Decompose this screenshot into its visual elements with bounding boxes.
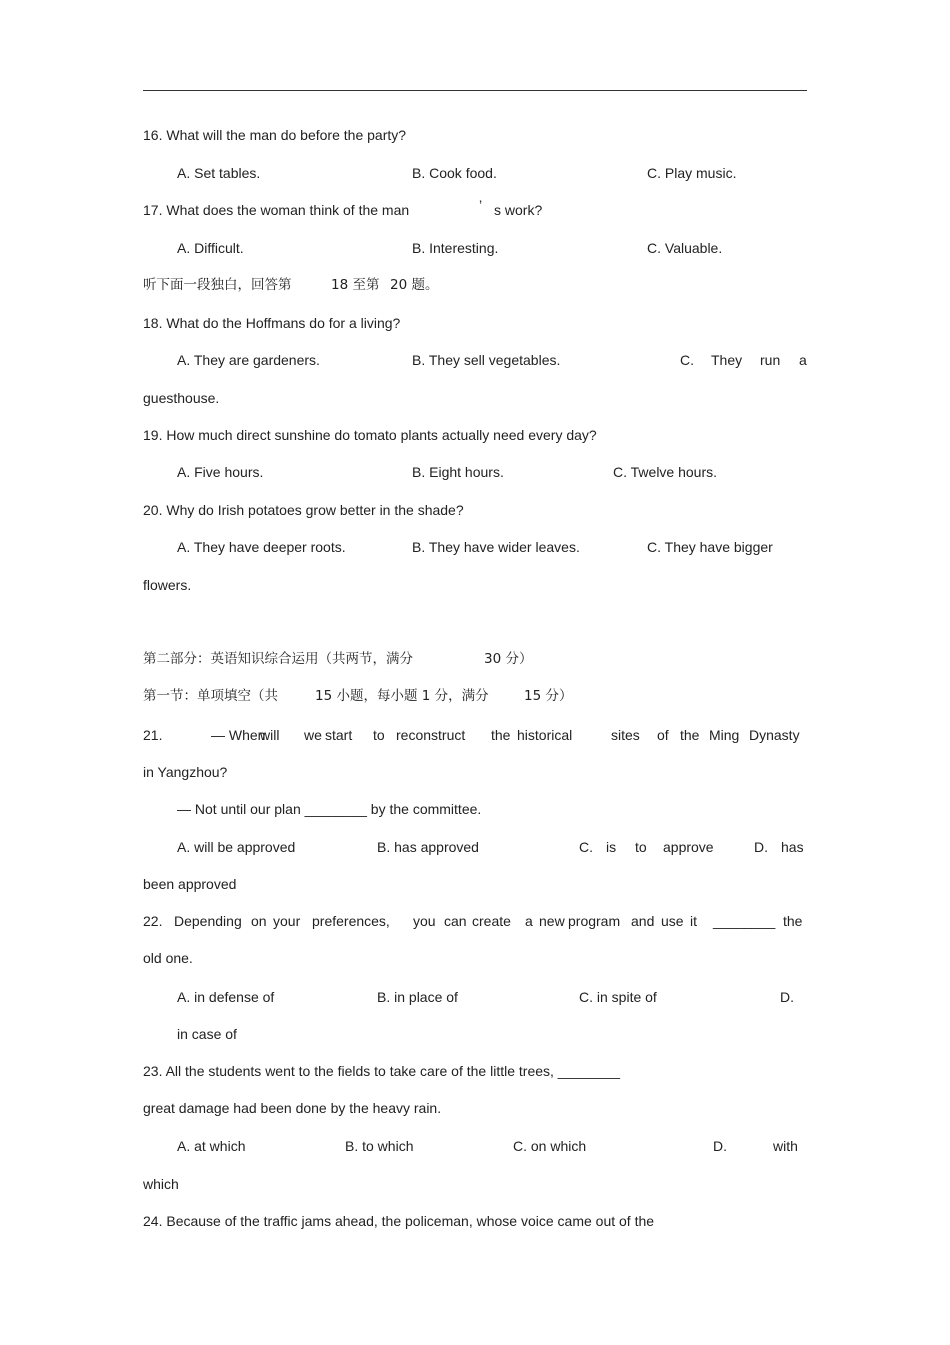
question-20-option-c: C. They have bigger: [647, 539, 773, 555]
question-23-option-d-label: D.: [713, 1138, 727, 1154]
question-21-option-c-word: approve: [663, 839, 714, 855]
question-22-blank: ________: [713, 913, 776, 929]
question-21-option-b: B. has approved: [377, 839, 479, 855]
question-22-word: the: [783, 913, 803, 929]
question-21-option-c-word: to: [635, 839, 647, 855]
question-21-word: reconstruct: [396, 727, 466, 743]
question-22-option-d: D.: [780, 989, 794, 1005]
question-16-option-b: B. Cook food.: [412, 165, 497, 181]
question-21-reply: — Not until our plan ________ by the committee.: [177, 801, 482, 817]
question-23-option-b: B. to which: [345, 1138, 414, 1154]
question-23-stem-continued: great damage had been done by the heavy rain.: [143, 1100, 442, 1116]
question-21-word: Dynasty: [749, 727, 800, 743]
question-21-option-c-word: is: [606, 839, 617, 855]
question-23-option-a: A. at which: [177, 1138, 246, 1154]
question-21-word: start: [325, 727, 353, 743]
question-17-stem-part1: 17. What does the woman think of the man: [143, 202, 410, 218]
question-22-option-b: B. in place of: [377, 989, 458, 1005]
question-21-word: will: [260, 727, 280, 743]
question-21-word: to: [373, 727, 385, 743]
question-22-word: preferences,: [312, 913, 390, 929]
question-19-option-b: B. Eight hours.: [412, 464, 504, 480]
question-22-word: use: [661, 913, 684, 929]
question-22-word: create: [472, 913, 511, 929]
question-22-word: and: [631, 913, 655, 929]
question-18-option-c-word: a: [799, 352, 807, 368]
question-20-option-c-continued: flowers.: [143, 577, 192, 593]
question-21-option-d-word: has: [781, 839, 804, 855]
question-17-stem-part2: s work?: [494, 202, 543, 218]
question-20-option-b: B. They have wider leaves.: [412, 539, 580, 555]
question-22-word: program: [568, 913, 621, 929]
part2-score: 30 分）: [484, 651, 533, 667]
question-21-word: sites: [611, 727, 640, 743]
question-22-word: you: [413, 913, 436, 929]
question-20-option-a: A. They have deeper roots.: [177, 539, 346, 555]
question-22-word: a: [525, 913, 533, 929]
question-18-option-c-continued: guesthouse.: [143, 390, 220, 406]
question-23-stem: 23. All the students went to the fields to take care of the little trees, ________: [143, 1063, 621, 1079]
question-17-option-a: A. Difficult.: [177, 240, 244, 256]
question-21-option-a: A. will be approved: [177, 839, 296, 855]
question-18-option-c-word: They: [711, 352, 743, 368]
section1-heading-part3: 15 分）: [524, 688, 573, 704]
question-21-word: 21.: [143, 727, 163, 743]
question-24-stem: 24. Because of the traffic jams ahead, the policeman, whose voice came out of the: [143, 1213, 655, 1229]
question-21-word: historical: [517, 727, 573, 743]
question-18-option-b: B. They sell vegetables.: [412, 352, 561, 368]
section1-heading-part1: 第一节：单项填空（共: [143, 688, 278, 704]
question-22-word: it: [690, 913, 697, 929]
question-18-option-c-word: run: [760, 352, 781, 368]
question-17-option-b: B. Interesting.: [412, 240, 499, 256]
listening-instruction-part1: 听下面一段独白，回答第: [143, 277, 292, 293]
question-21-word: of: [657, 727, 669, 743]
question-19-stem: 19. How much direct sunshine do tomato plants actually need every day?: [143, 427, 597, 443]
question-20-stem: 20. Why do Irish potatoes grow better in the shade?: [143, 502, 464, 518]
question-18-option-a: A. They are gardeners.: [177, 352, 320, 368]
header-rule: [143, 90, 807, 91]
question-22-word: new: [539, 913, 565, 929]
question-22-stem-continued: old one.: [143, 950, 193, 966]
question-21-option-d-continued: been approved: [143, 876, 237, 892]
question-16-option-a: A. Set tables.: [177, 165, 261, 181]
section1-heading-part2: 15 小题，每小题 1 分，满分: [315, 688, 489, 704]
question-21-word: the: [680, 727, 700, 743]
question-23-option-c: C. on which: [513, 1138, 587, 1154]
question-16-stem: 16. What will the man do before the party?: [143, 127, 407, 143]
question-22-word: on: [251, 913, 267, 929]
question-21-option-d-word: D.: [754, 839, 768, 855]
question-21-word: Ming: [709, 727, 740, 743]
question-18-stem: 18. What do the Hoffmans do for a living?: [143, 315, 401, 331]
question-17-apostrophe: ’: [479, 197, 483, 213]
question-21-stem-continued: in Yangzhou?: [143, 764, 228, 780]
question-22-word: 22.: [143, 913, 163, 929]
question-22-option-a: A. in defense of: [177, 989, 275, 1005]
question-23-option-d-continued: which: [143, 1176, 179, 1192]
question-19-option-a: A. Five hours.: [177, 464, 264, 480]
listening-instruction-part3: 20 题。: [390, 277, 439, 293]
question-23-option-d-word: with: [773, 1138, 798, 1154]
question-22-word: Depending: [174, 913, 242, 929]
question-22-word: can: [444, 913, 467, 929]
question-22-option-c: C. in spite of: [579, 989, 657, 1005]
question-21-word: we: [304, 727, 322, 743]
question-17-option-c: C. Valuable.: [647, 240, 723, 256]
question-21-word: the: [491, 727, 511, 743]
question-16-option-c: C. Play music.: [647, 165, 737, 181]
listening-instruction-part2: 18 至第: [331, 277, 380, 293]
question-19-option-c: C. Twelve hours.: [613, 464, 718, 480]
part2-heading: 第二部分：英语知识综合运用（共两节，满分: [143, 651, 413, 667]
question-18-option-c-word: C.: [680, 352, 694, 368]
question-22-option-d-continued: in case of: [177, 1026, 237, 1042]
question-21-word: — When: [211, 727, 266, 743]
question-21-option-c-word: C.: [579, 839, 593, 855]
question-22-word: your: [273, 913, 301, 929]
